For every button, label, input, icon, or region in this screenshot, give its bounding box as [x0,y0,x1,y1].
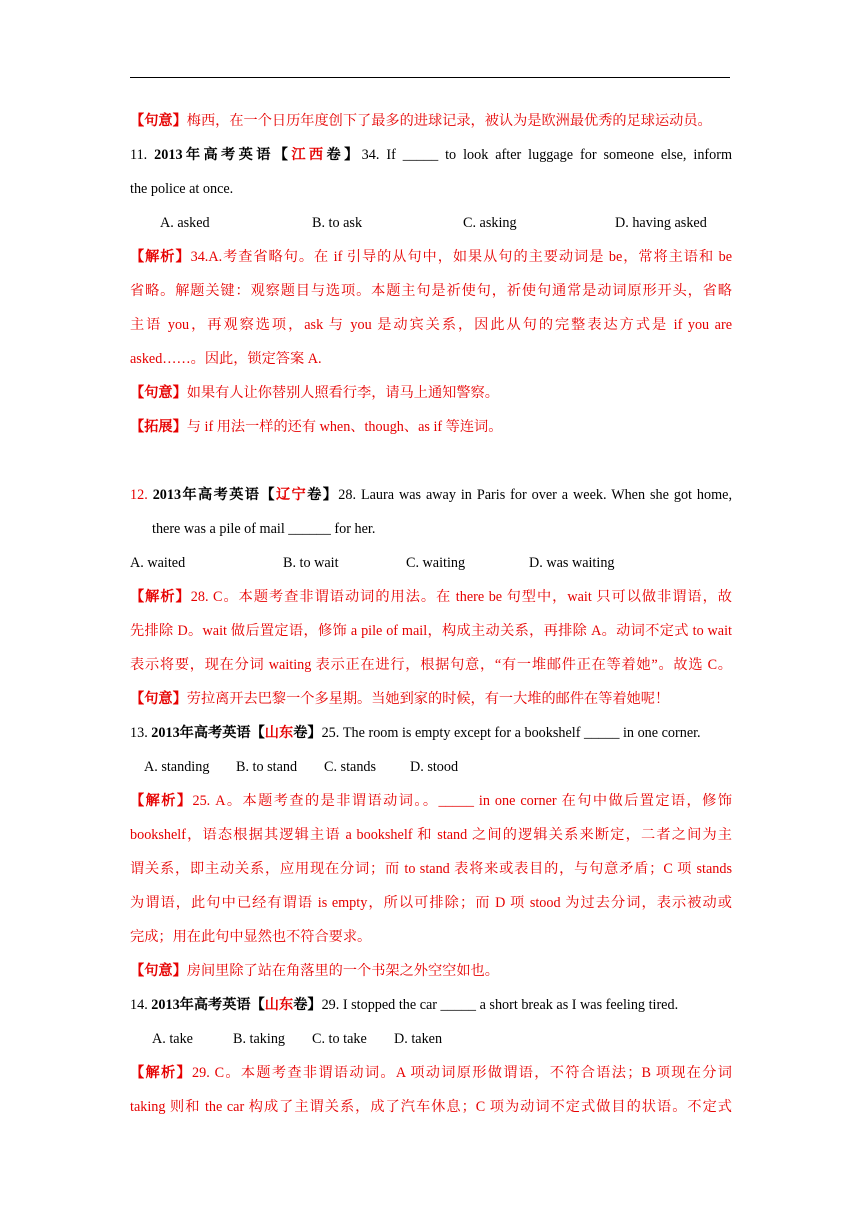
option-c: C. asking [463,215,517,231]
analysis-text: 28. C。本题考查非谓语动词的用法。在 there be 句型中，wait 只可以做非谓语，故 [190,589,732,605]
document-body [130,104,732,1124]
question-text: 34. If _____ to look after luggage for someone else, inform [361,147,732,163]
option-d: D. was waiting [529,555,615,571]
exam-label: 年高考英语【 [182,147,292,163]
exam-label: 年高考英语【 [179,725,265,741]
analysis-text: 34.A.考查省略句。在 if 引导的从句中，如果从句的主要动词是 be，常将主语和 be [190,249,732,265]
question-number: 11. [130,147,148,163]
q12-analysis-line1 [130,580,732,614]
q11-stem-line2: the police at once. [130,181,234,197]
meaning-text: 房间里除了站在角落里的一个书架之外空空如也。 [186,963,499,979]
q13-analysis-line1 [130,784,732,818]
q13-analysis-line5: 完成；用在此句中显然也不符合要求。 [130,929,372,945]
exam-label-end: 卷】 [293,725,322,741]
q11-meaning [130,376,732,410]
option-c: C. stands [324,759,377,775]
q13-meaning [130,954,732,988]
analysis-text: 29. C。本题考查非谓语动词。A 项动词原形做谓语，不符合语法；B 项现在分词 [192,1065,732,1081]
meaning-text: 如果有人让你替别人照看行李，请马上通知警察。 [186,385,499,401]
question-number: 12. [130,487,148,503]
question-number: 13. [130,725,148,741]
option-c: C. to take [312,1031,367,1047]
exam-year: 2013 [154,147,183,163]
option-d: D. having asked [615,215,707,231]
q11-options [130,206,732,240]
option-a: A. take [152,1031,193,1047]
q14-options [130,1022,732,1056]
exam-year: 2013 [151,997,180,1013]
q13-analysis-line3: 谓关系，即主动关系，应用现在分词；而 to stand 表将来或表目的，与句意矛盾；C 项 stands [130,861,732,877]
q11-extend [130,410,732,444]
province: 山东 [264,725,294,741]
extend-text: 与 if 用法一样的还有 when、though、as if 等连词。 [186,419,503,435]
province: 江西 [291,147,327,163]
option-b: B. to stand [236,759,298,775]
option-b: B. to ask [312,215,363,231]
q14-analysis-line1 [130,1056,732,1090]
meaning-text: 劳拉离开去巴黎一个多星期。当她到家的时候，有一大堆的邮件在等着她呢！ [186,691,670,707]
q14-analysis-line2: taking 则和 the car 构成了主谓关系，成了汽车休息；C 项为动词不定式做目的状语。不定式 [130,1099,732,1115]
exam-label: 年高考英语【 [179,997,265,1013]
q11-analysis-line3: 主语 you，再观察选项，ask 与 you 是动宾关系，因此从句的完整表达方式是 if you are [130,317,732,333]
analysis-tag: 【解析】 [130,1065,193,1081]
option-b: B. taking [233,1031,286,1047]
q12-stem-line2: there was a pile of mail ______ for her. [152,521,376,537]
analysis-tag: 【解析】 [130,249,191,265]
option-a: A. standing [144,759,210,775]
question-text: 25. The room is empty except for a bookshelf _____ in one corner. [321,725,701,741]
q13-analysis-line4: 为谓语，此句中已经有谓语 is empty，所以可排除；而 D 项 stood 为过去分词，表示被动或 [130,895,732,911]
q11-analysis-line2: 省略。解题关键：观察题目与选项。本题主句是祈使句，祈使句通常是动词原形开头，省略 [130,283,732,299]
question-text: 28. Laura was away in Paris for over a week. When she got home, [338,487,732,503]
q13-analysis-line2: bookshelf，语态根据其逻辑主语 a bookshelf 和 stand 之间的逻辑关系来断定，二者之间为主 [130,827,732,843]
analysis-tag: 【解析】 [130,589,191,605]
analysis-tag: 【解析】 [130,793,193,809]
exam-label-end: 卷】 [293,997,322,1013]
option-a: A. asked [160,215,210,231]
q13-options [130,750,732,784]
option-b: B. to wait [283,555,339,571]
option-d: D. stood [410,759,459,775]
question-text: 29. I stopped the car _____ a short break as I was feeling tired. [321,997,679,1013]
exam-label-end: 卷】 [326,147,362,163]
question-number: 14. [130,997,148,1013]
meaning-tag: 【句意】 [130,385,187,401]
q11-stem-line1 [130,138,732,172]
q12-analysis-line3: 表示将要，现在分词 waiting 表示正在进行，根据句意，“有一堆邮件正在等着她”。故选 C。 [130,657,732,673]
q12-options [130,546,732,580]
meaning-text: 梅西，在一个日历年度创下了最多的进球记录，被认为是欧洲最优秀的足球运动员。 [186,113,712,129]
q14-stem-line1 [130,988,732,1022]
q11-analysis-line1 [130,240,732,274]
exam-label: 年高考英语【 [181,487,276,503]
q12-analysis-line2: 先排除 D。wait 做后置定语，修饰 a pile of mail，构成主动关系，再排除 A。动词不定式 to wait [130,623,732,639]
meaning-tag: 【句意】 [130,963,187,979]
q12-stem-line1 [130,478,732,512]
extend-tag: 【拓展】 [130,419,187,435]
exam-year: 2013 [151,725,180,741]
exam-year: 2013 [152,487,182,503]
header-rule [130,77,730,78]
option-c: C. waiting [406,555,466,571]
exam-label-end: 卷】 [307,487,339,503]
spacer [130,444,732,478]
analysis-text: 25. A。本题考查的是非谓语动词。。_____ in one corner 在句中做后置定语，修饰 [192,793,732,809]
option-d: D. taken [394,1031,443,1047]
q11-analysis-line4: asked……。因此，锁定答案 A. [130,351,322,367]
meaning-tag: 【句意】 [130,691,187,707]
province: 辽宁 [275,487,308,503]
option-a: A. waited [130,555,186,571]
province: 山东 [264,997,294,1013]
q12-meaning [130,682,732,716]
q13-stem-line1 [130,716,732,750]
q10-meaning [130,104,732,138]
meaning-tag: 【句意】 [130,113,187,129]
